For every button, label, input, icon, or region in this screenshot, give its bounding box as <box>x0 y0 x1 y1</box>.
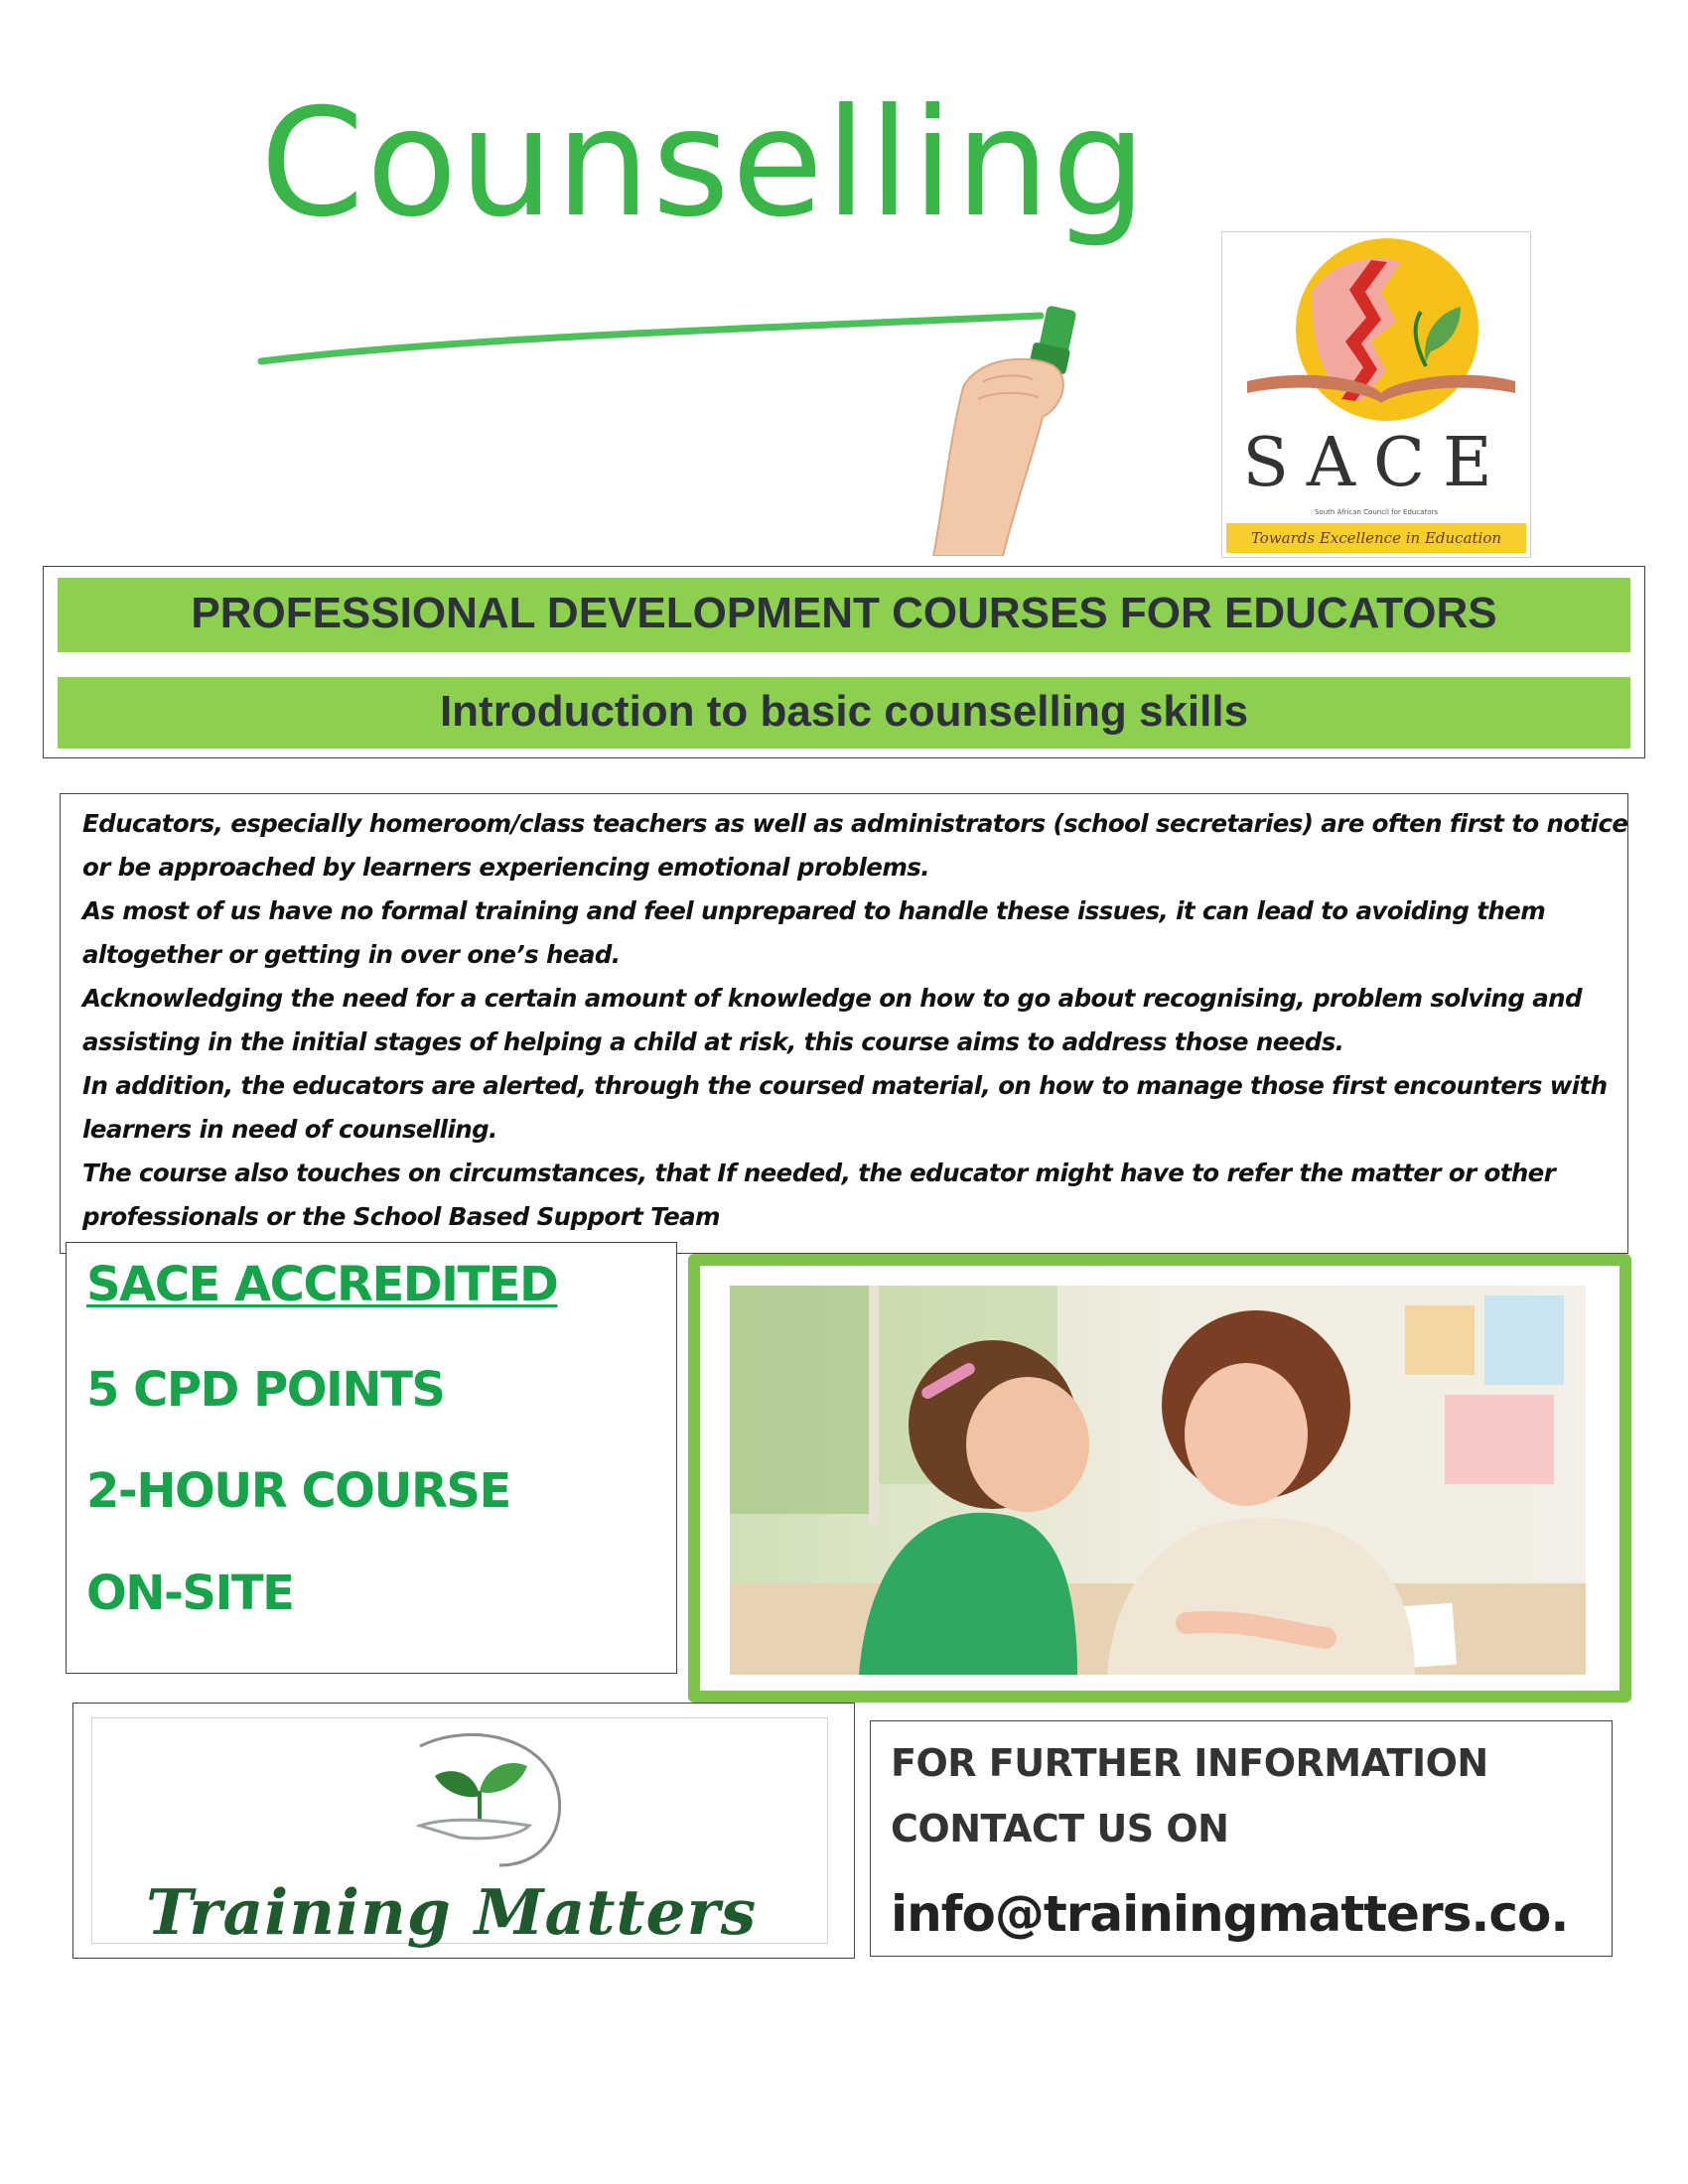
description-line: professionals or the School Based Support Team <box>82 1202 720 1231</box>
photo-frame <box>688 1254 1631 1703</box>
training-matters-logo <box>72 1703 855 1959</box>
description-line: learners in need of counselling. <box>82 1115 497 1144</box>
teacher-and-child-photo <box>730 1286 1586 1675</box>
sace-small-text: South African Council for Educators <box>1314 508 1439 516</box>
description-line: Acknowledging the need for a certain amount of knowledge on how to go about recognising, problem solving and <box>82 984 1582 1013</box>
description-line: As most of us have no formal training and feel unprepared to handle these issues, it can lead to avoiding them <box>82 896 1546 925</box>
hand-marker-illustration <box>923 288 1122 556</box>
contact-email[interactable]: info@trainingmatters.co. <box>891 1885 1569 1943</box>
description-line: Educators, especially homeroom/class teachers as well as administrators (school secretaries) are often first to notice <box>82 809 1628 838</box>
sace-logo <box>1221 231 1531 558</box>
course-subtitle: Introduction to basic counselling skills <box>58 677 1630 749</box>
description-line: In addition, the educators are alerted, through the coursed material, on how to manage those first encounters with <box>82 1071 1608 1100</box>
description-line: or be approached by learners experiencing emotional problems. <box>82 853 929 882</box>
description-line: altogether or getting in over one’s head. <box>82 940 621 969</box>
contact-heading-line2: CONTACT US ON <box>891 1807 1229 1850</box>
description-line: The course also touches on circumstances, that If needed, the educator might have to refer the matter or other <box>82 1159 1556 1187</box>
contact-heading-line1: FOR FURTHER INFORMATION <box>891 1741 1488 1785</box>
hero-title: Counselling <box>260 77 1149 250</box>
sace-tagline: Towards Excellence in Education <box>1226 523 1526 553</box>
cpd-points-label: 5 CPD POINTS <box>86 1362 445 1418</box>
course-title: PROFESSIONAL DEVELOPMENT COURSES FOR EDUCATORS <box>58 578 1630 652</box>
sace-accredited-label: SACE ACCREDITED <box>86 1257 558 1312</box>
accreditation-panel <box>66 1242 677 1674</box>
description-line: assisting in the initial stages of helping a child at risk, this course aims to address those needs. <box>82 1027 1344 1056</box>
course-header <box>43 566 1645 758</box>
training-matters-wordmark: Training Matters <box>146 1875 758 1949</box>
plant-in-hand-icon <box>380 1726 579 1875</box>
course-duration-label: 2-HOUR COURSE <box>86 1463 510 1519</box>
contact-panel <box>870 1720 1613 1957</box>
training-matters-logo-frame <box>91 1717 828 1949</box>
course-description <box>60 793 1628 1254</box>
sace-wordmark: SACE <box>1242 424 1510 502</box>
course-location-label: ON-SITE <box>86 1566 294 1621</box>
sace-emblem-icon <box>1222 232 1530 431</box>
